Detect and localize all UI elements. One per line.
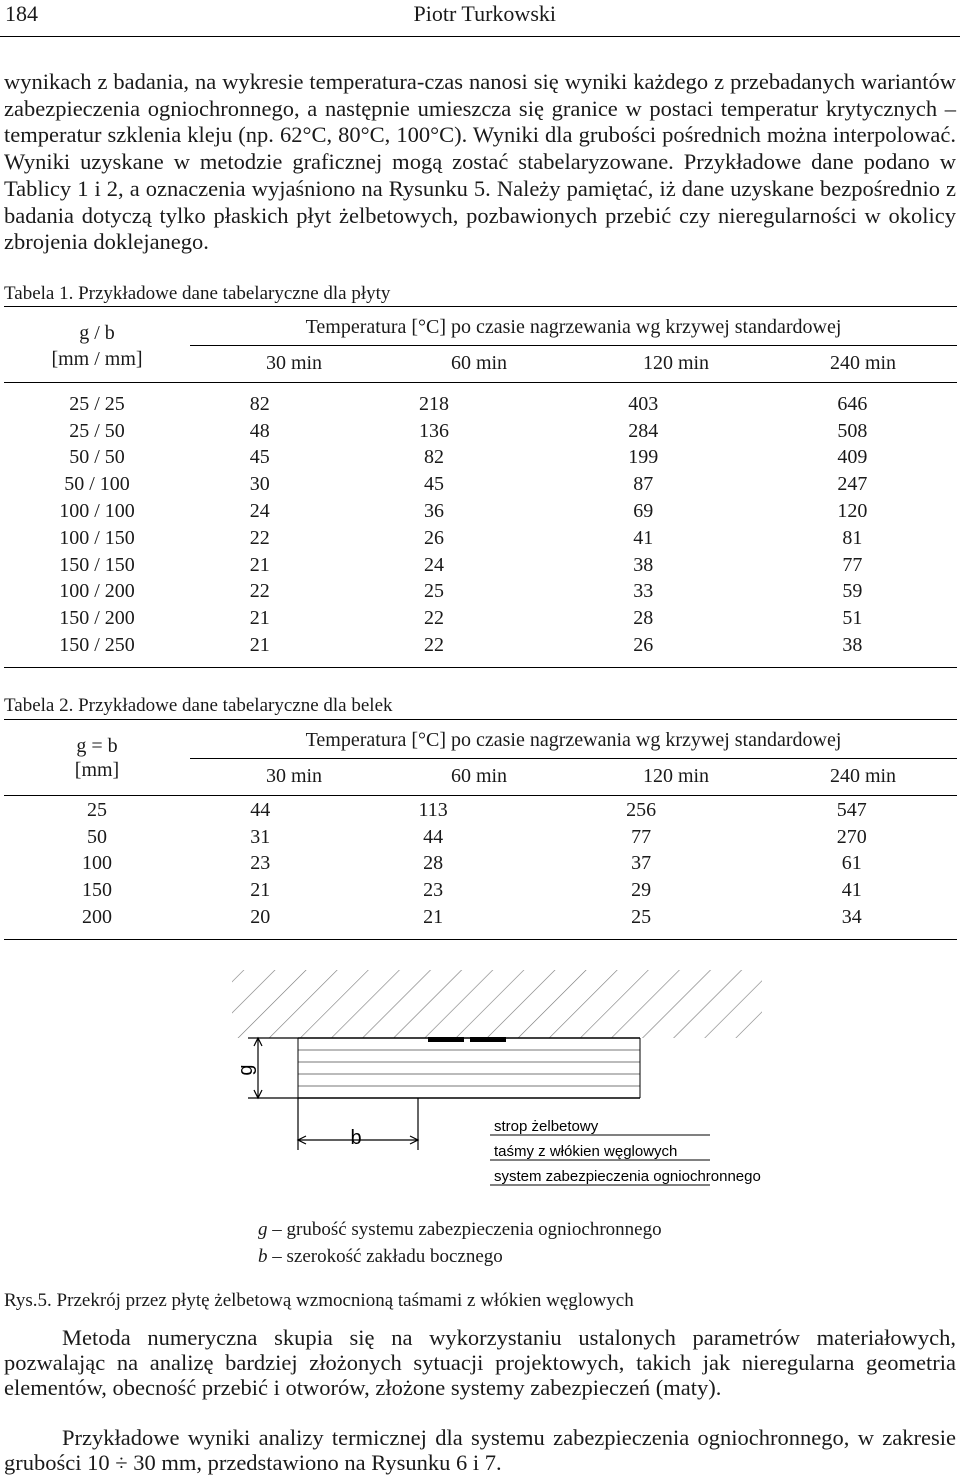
table-cell: 25 / 25 xyxy=(69,392,125,415)
table-cell: 24 xyxy=(424,553,445,576)
table-row xyxy=(4,579,957,606)
table-cell: 61 xyxy=(841,852,862,875)
legend-g-symbol: g xyxy=(258,1219,268,1240)
table1-time-60: 60 min xyxy=(450,352,508,374)
paragraph-thermal-results: Przykładowe wyniki analizy termicznej dla systemu zabezpieczenia ogniochronnego, w zakresie grubości 10 ÷ 30 mm, przedstawiono na Rysunku 6 i 7. xyxy=(4,1425,956,1475)
table-cell: 87 xyxy=(633,473,654,496)
table-cell: 100 / 150 xyxy=(59,526,135,549)
table-cell: 51 xyxy=(842,607,863,630)
table-row xyxy=(4,877,957,904)
table-cell: 26 xyxy=(633,634,654,657)
table-cell: 26 xyxy=(424,526,445,549)
running-author: Piotr Turkowski xyxy=(413,1,556,26)
table-cell: 150 / 200 xyxy=(59,607,135,630)
paragraph-numerical-method: Metoda numeryczna skupia się na wykorzystaniu ustalonych parametrów materiałowych, pozwalając na analizę bardziej złożonych sytuacji projektowych, takich jak nieregularna geometria elementów, obecność przebić i otworów, złożone systemy zabezpieczeń (maty). xyxy=(4,1325,956,1400)
table-cell: 256 xyxy=(626,798,657,821)
table-cell: 150 xyxy=(82,879,112,902)
table-cell: 23 xyxy=(250,852,271,875)
table-cell: 28 xyxy=(423,852,444,875)
table2-temperature-header: Temperatura [°C] po czasie nagrzewania wg krzywej standardowej xyxy=(305,729,842,751)
table-cell: 247 xyxy=(837,473,868,496)
table-cell: 270 xyxy=(836,825,867,848)
table-cell: 31 xyxy=(250,825,271,848)
table2-header xyxy=(4,719,957,795)
table-cell: 21 xyxy=(249,634,270,657)
table-cell: 30 xyxy=(249,473,270,496)
table-cell: 81 xyxy=(842,526,863,549)
concrete-slab xyxy=(232,970,762,1038)
table-cell: 44 xyxy=(250,798,271,821)
table-cell: 21 xyxy=(250,879,271,902)
table-row xyxy=(4,525,957,552)
table2-time-60: 60 min xyxy=(450,765,508,787)
table2-col0-line2: [mm] xyxy=(74,759,120,781)
table-cell: 284 xyxy=(628,419,659,442)
table-cell: 24 xyxy=(249,500,270,523)
table1-body xyxy=(4,383,957,668)
table2-time-30: 30 min xyxy=(265,765,323,787)
page-number: 184 xyxy=(5,1,38,26)
table-cell: 38 xyxy=(842,634,863,657)
label-slab: strop żelbetowy xyxy=(494,1118,599,1135)
table-row xyxy=(4,471,957,498)
table-cell: 25 xyxy=(87,798,107,821)
table-cell: 100 / 100 xyxy=(59,500,135,523)
table1-time-30: 30 min xyxy=(265,352,323,374)
table-cell: 29 xyxy=(631,879,652,902)
table-row xyxy=(4,851,957,878)
table-cell: 38 xyxy=(633,553,654,576)
intro-paragraph: wynikach z badania, na wykresie temperatura-czas nanosi się wyniki każdego z przebadanych wariantów zabezpieczenia ogniochronnego, a następnie umieszcza się granice w postaci temperatur krytycznych – temperatur szklenia kleju (np. 62°C, 80°C, 100°C). Wyniki dla grubości pośrednich można interpolować. Wyniki uzyskane w metodzie graficznej mogą zostać stabelaryzowane. Przykładowe dane podano w Tablicy 1 i 2, a oznaczenia wyjaśniono na Rysunku 5. Należy pamiętać, iż dane uzyskane bezpośrednio z badania dotyczą tylko płaskich płyt żelbetowych, pozbawionych przebić czy nieregularności w okolicy zbrojenia doklejanego. xyxy=(4,69,956,255)
table-cell: 199 xyxy=(628,446,659,469)
figure-legend xyxy=(258,1216,662,1270)
table2-header-divider xyxy=(190,758,957,759)
table-row xyxy=(4,498,957,525)
table-cell: 200 xyxy=(82,906,112,929)
table-cell: 41 xyxy=(633,526,654,549)
table1-header xyxy=(4,306,957,384)
table-cell: 22 xyxy=(424,634,445,657)
table-cell: 50 / 100 xyxy=(64,473,130,496)
table-row xyxy=(4,904,957,939)
table-cell: 21 xyxy=(423,906,444,929)
figure-caption: Rys.5. Przekrój przez płytę żelbetową wzmocnioną taśmami z włókien węglowych xyxy=(4,1290,634,1311)
table-cell: 45 xyxy=(249,446,270,469)
table-cell: 41 xyxy=(841,879,862,902)
table-cell: 25 xyxy=(631,906,652,929)
table-cell: 59 xyxy=(842,580,863,603)
table2-col0-line1: g = b xyxy=(76,735,118,757)
table2-time-120: 120 min xyxy=(642,765,710,787)
table-row xyxy=(4,552,957,579)
legend-b xyxy=(258,1243,662,1270)
table1-time-120: 120 min xyxy=(642,352,710,374)
table-row xyxy=(4,383,957,418)
table-cell: 69 xyxy=(633,500,654,523)
table1-header-divider xyxy=(190,345,957,346)
table-cell: 82 xyxy=(249,392,270,415)
table-cell: 37 xyxy=(631,852,652,875)
label-tapes: taśmy z włókien węglowych xyxy=(494,1143,678,1160)
table-row xyxy=(4,445,957,472)
table2-body xyxy=(4,789,957,940)
table-cell: 34 xyxy=(841,906,862,929)
table-cell: 113 xyxy=(418,798,448,821)
table-cell: 409 xyxy=(837,446,868,469)
legend-b-symbol: b xyxy=(258,1246,268,1267)
table-cell: 36 xyxy=(424,500,445,523)
table-cell: 403 xyxy=(628,392,659,415)
table-cell: 25 xyxy=(424,580,445,603)
label-g: g xyxy=(235,1064,257,1076)
table2-time-240: 240 min xyxy=(829,765,897,787)
table-cell: 22 xyxy=(424,607,445,630)
table-cell: 25 / 50 xyxy=(69,419,125,442)
table-cell: 50 xyxy=(87,825,107,848)
table-cell: 150 / 250 xyxy=(59,634,135,657)
label-system: system zabezpieczenia ogniochronnego xyxy=(494,1168,761,1185)
table-cell: 218 xyxy=(419,392,450,415)
table-row xyxy=(4,605,957,632)
fire-protection-layer xyxy=(298,1038,640,1098)
table-cell: 136 xyxy=(419,419,450,442)
legend-b-text: – szerokość zakładu bocznego xyxy=(267,1246,503,1267)
table-cell: 44 xyxy=(423,825,444,848)
table1-temperature-header: Temperatura [°C] po czasie nagrzewania wg krzywej standardowej xyxy=(305,316,842,338)
table-cell: 22 xyxy=(249,580,270,603)
table-cell: 77 xyxy=(631,825,652,848)
table-cell: 508 xyxy=(837,419,868,442)
table-cell: 100 xyxy=(82,852,112,875)
legend-g xyxy=(258,1216,662,1243)
table-cell: 48 xyxy=(249,419,270,442)
table-cell: 50 / 50 xyxy=(69,446,125,469)
table-cell: 547 xyxy=(836,798,867,821)
table-cell: 100 / 200 xyxy=(59,580,135,603)
table2-caption: Tabela 2. Przykładowe dane tabelaryczne dla belek xyxy=(4,695,393,716)
table-cell: 646 xyxy=(837,392,868,415)
table1-col0-line1: g / b xyxy=(79,322,115,344)
label-b: b xyxy=(350,1127,362,1149)
table-cell: 150 / 150 xyxy=(59,553,135,576)
legend-g-text: – grubość systemu zabezpieczenia ogniochronnego xyxy=(267,1219,662,1240)
table1-time-240: 240 min xyxy=(829,352,897,374)
table-cell: 23 xyxy=(423,879,444,902)
table-row xyxy=(4,418,957,445)
table-row xyxy=(4,789,957,824)
table-cell: 45 xyxy=(424,473,445,496)
table-cell: 21 xyxy=(249,553,270,576)
table-row xyxy=(4,632,957,667)
table-cell: 21 xyxy=(249,607,270,630)
table-cell: 20 xyxy=(250,906,271,929)
table-row xyxy=(4,824,957,851)
table-cell: 77 xyxy=(842,553,863,576)
table-cell: 22 xyxy=(249,526,270,549)
page-header xyxy=(0,0,960,37)
table-cell: 33 xyxy=(633,580,654,603)
table-cell: 82 xyxy=(424,446,445,469)
cross-section-figure xyxy=(0,960,960,1200)
table-cell: 120 xyxy=(837,500,868,523)
table-cell: 28 xyxy=(633,607,654,630)
table1-col0-line2: [mm / mm] xyxy=(51,348,143,370)
table1-caption: Tabela 1. Przykładowe dane tabelaryczne dla płyty xyxy=(4,283,391,304)
